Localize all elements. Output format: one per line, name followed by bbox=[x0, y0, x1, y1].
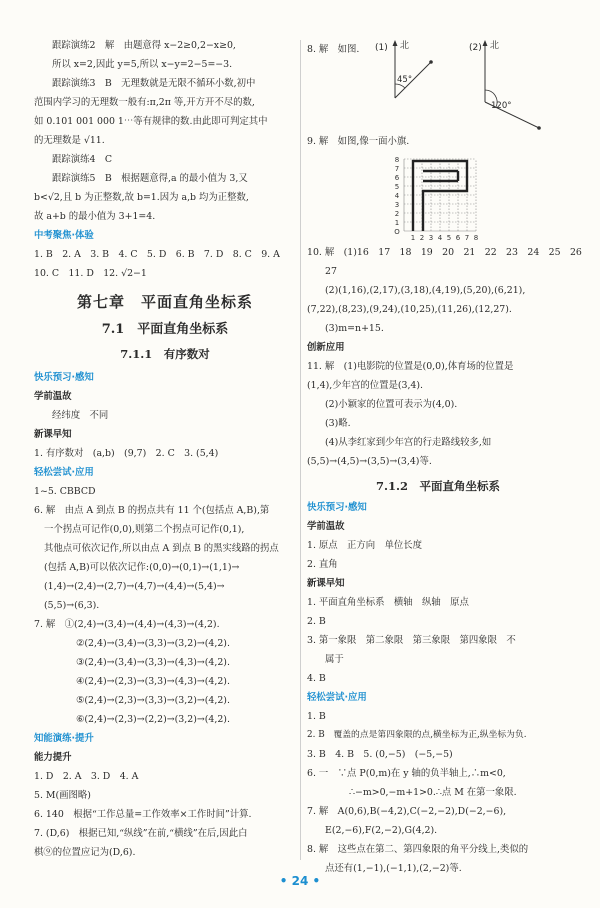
text-line: 1~5. CBBCD bbox=[34, 486, 96, 497]
grid-x-label: 3 bbox=[428, 234, 434, 242]
sub-heading: 学前温故 bbox=[34, 391, 72, 402]
grid-x-labels bbox=[411, 234, 478, 242]
text-line: 如 0.101 001 000 1⋯等有规律的数.由此即可判定其中 bbox=[34, 116, 268, 127]
grid-y-label: 8 bbox=[394, 156, 400, 164]
text-line: 2. B 覆盖的点是第四象限的点,横坐标为正,纵坐标为负. bbox=[307, 730, 527, 740]
text-line: 8. 解 这些点在第二、第四象限的角平分线上,类似的 bbox=[307, 844, 529, 855]
text-line: b<√2,且 b 为正整数,故 b=1.因为 a,b 均为正整数, bbox=[34, 192, 249, 203]
text-line: 1. B bbox=[307, 711, 326, 722]
flag-grid-figure bbox=[307, 151, 569, 243]
grid-x-label: 7 bbox=[464, 234, 470, 242]
north-label-1: 北 bbox=[400, 41, 410, 51]
text-line: 故 a+b 的最小值为 3+1=4. bbox=[34, 211, 156, 222]
text-line: (4)从李红家到少年宫的行走路线较多,如 bbox=[325, 437, 492, 448]
text-line: 跟踪演练3 B 无理数就是无限不循环小数,初中 bbox=[52, 78, 256, 89]
text-line: 3. B 4. B 5. (0,−5) (−5,−5) bbox=[307, 749, 453, 760]
text-line: E(2,−6),F(2,−2),G(4,2). bbox=[325, 825, 438, 836]
ray-end-point-1 bbox=[429, 60, 433, 64]
chapter-title: 第七章 平面直角坐标系 bbox=[76, 293, 253, 311]
text-line: 所以 x=2,因此 y=5,所以 x−y=2−5=−3. bbox=[52, 59, 233, 70]
grid-y-label: 6 bbox=[394, 174, 400, 182]
text-line: 5. M(画图略) bbox=[34, 790, 91, 801]
section-title: 7.1 平面直角坐标系 bbox=[101, 322, 229, 337]
section-heading: 轻松尝试·应用 bbox=[34, 467, 94, 478]
right-column bbox=[307, 36, 582, 878]
section-heading: 轻松尝试·应用 bbox=[307, 692, 367, 703]
text-line: 10. C 11. D 12. √2−1 bbox=[34, 268, 147, 279]
grid-y-label: 5 bbox=[394, 183, 400, 191]
text-line: 9. 解 如图,像一面小旗. bbox=[307, 136, 410, 147]
text-line: 6. 140 根据“工作总量=工作效率×工作时间”计算. bbox=[34, 809, 252, 820]
text-line: 2. 直角 bbox=[307, 559, 338, 570]
grid-x-label: 4 bbox=[437, 234, 443, 242]
text-line: (5,5)→(6,3). bbox=[44, 600, 100, 611]
text-line: 其他点可依次记作,所以由点 A 到点 B 的黑实线路的拐点 bbox=[44, 543, 279, 554]
text-line: ③(2,4)→(3,4)→(3,3)→(4,3)→(4,2). bbox=[76, 657, 230, 668]
sub-heading: 创新应用 bbox=[307, 342, 345, 353]
column-divider bbox=[300, 40, 301, 860]
text-line: 1. 有序数对 (a,b) (9,7) 2. C 3. (5,4) bbox=[34, 448, 219, 459]
section-heading: 快乐预习·感知 bbox=[307, 502, 367, 513]
left-column bbox=[34, 36, 296, 862]
grid-y-label: 4 bbox=[394, 192, 400, 200]
fig-label-1: (1) bbox=[375, 43, 388, 53]
arrow-head-1 bbox=[393, 40, 398, 46]
grid-x-label: 6 bbox=[455, 234, 461, 242]
grid-y-label: 3 bbox=[394, 201, 400, 209]
angle-label-2: 120° bbox=[491, 101, 512, 111]
text-line: 范围内学习的无理数一般有:π,2π 等,开方开不尽的数, bbox=[34, 97, 255, 108]
text-line: (1,4)→(2,4)→(2,7)→(4,7)→(4,4)→(5,4)→ bbox=[44, 581, 225, 592]
text-line: (2)小颖家的位置可表示为(4,0). bbox=[325, 399, 458, 410]
text-line: 7. 解 ①(2,4)→(3,4)→(4,4)→(4,3)→(4,2). bbox=[34, 619, 220, 630]
page-number: • 24 • bbox=[279, 874, 321, 888]
text-line: 棋⑨的位置应记为(D,6). bbox=[34, 847, 136, 858]
section-heading: 知能演练·提升 bbox=[34, 733, 94, 744]
text-line: 点还有(1,−1),(−1,1),(2,−2)等. bbox=[325, 863, 462, 874]
text-line: (1,4),少年宫的位置是(3,4). bbox=[307, 380, 424, 391]
text-line: 8. 解 如图. bbox=[307, 44, 360, 55]
text-line: 10. 解 (1)16 17 18 19 20 21 22 23 24 25 26 bbox=[307, 247, 582, 258]
grid-y-label: O bbox=[394, 228, 400, 236]
text-line: (7,22),(8,23),(9,24),(10,25),(11,26),(12,27). bbox=[307, 304, 512, 315]
sub-heading: 新课早知 bbox=[307, 578, 345, 589]
grid-x-label: 1 bbox=[410, 234, 416, 242]
grid-y-label: 1 bbox=[394, 219, 400, 227]
text-line: (3)略. bbox=[325, 418, 351, 429]
text-line: 2. B bbox=[307, 616, 326, 627]
text-line: 7. 解 A(0,6),B(−4,2),C(−2,−2),D(−2,−6), bbox=[307, 806, 507, 817]
grid-x-label: 8 bbox=[473, 234, 479, 242]
text-line: 6. 解 由点 A 到点 B 的拐点共有 11 个(包括点 A,B),第 bbox=[34, 505, 270, 516]
ray-end-point-2 bbox=[537, 126, 541, 130]
subsection-title: 7.1.1 有序数对 bbox=[120, 347, 210, 361]
text-line: 27 bbox=[325, 266, 337, 277]
text-line: 1. 原点 正方向 单位长度 bbox=[307, 540, 423, 551]
section-heading: 快乐预习·感知 bbox=[34, 372, 94, 383]
text-line: 1. 平面直角坐标系 横轴 纵轴 原点 bbox=[307, 597, 469, 608]
figure-8-block bbox=[307, 36, 569, 132]
text-line: ⑤(2,4)→(2,3)→(3,3)→(3,2)→(4,2). bbox=[76, 695, 230, 706]
north-label-2: 北 bbox=[490, 41, 500, 51]
text-line: (5,5)→(4,5)→(3,5)→(3,4)等. bbox=[307, 456, 432, 467]
direction-figure bbox=[373, 36, 573, 132]
text-line: 1. B 2. A 3. B 4. C 5. D 6. B 7. D 8. C 9. A bbox=[34, 249, 280, 260]
text-line: 的无理数是 √11. bbox=[34, 135, 105, 146]
sub-heading: 能力提升 bbox=[34, 752, 72, 763]
text-line: 4. B bbox=[307, 673, 326, 684]
text-line: 一个拐点可记作(0,0),则第二个拐点可记作(0,1), bbox=[44, 524, 245, 535]
text-line: ②(2,4)→(3,4)→(3,3)→(3,2)→(4,2). bbox=[76, 638, 230, 649]
text-line: 经纬度 不同 bbox=[52, 410, 109, 421]
text-line: (包括 A,B)可以依次记作:(0,0)→(0,1)→(1,1)→ bbox=[44, 562, 240, 573]
sub-heading: 学前温故 bbox=[307, 521, 345, 532]
text-line: (3)m=n+15. bbox=[325, 323, 384, 334]
fig-label-2: (2) bbox=[469, 43, 482, 53]
text-line: ∴−m>0,−m+1>0.∴点 M 在第一象限. bbox=[349, 787, 517, 798]
sub-heading: 新课早知 bbox=[34, 429, 72, 440]
text-line: 7. (D,6) 根据已知,“纵线”在前,“横线”在后,因此白 bbox=[34, 828, 248, 839]
subsection-title: 7.1.2 平面直角坐标系 bbox=[375, 479, 500, 493]
grid-x-label: 5 bbox=[446, 234, 452, 242]
text-line: 11. 解 (1)电影院的位置是(0,0),体育场的位置是 bbox=[307, 361, 514, 372]
text-line: 跟踪演练5 B 根据题意得,a 的最小值为 3,又 bbox=[52, 173, 248, 184]
arrow-head-2 bbox=[483, 40, 488, 46]
grid-y-label: 2 bbox=[394, 210, 400, 218]
text-line: (2)(1,16),(2,17),(3,18),(4,19),(5,20),(6,21), bbox=[325, 285, 526, 296]
text-line: ⑥(2,4)→(2,3)→(2,2)→(3,2)→(4,2). bbox=[76, 714, 230, 725]
page-number-value: 24 bbox=[291, 874, 309, 888]
text-line: 6. 一 ∵点 P(0,m)在 y 轴的负半轴上,∴m<0, bbox=[307, 768, 506, 779]
angle-label-1: 45° bbox=[397, 75, 413, 85]
text-line: 属于 bbox=[325, 654, 344, 665]
text-line: 3. 第一象限 第二象限 第三象限 第四象限 不 bbox=[307, 635, 516, 646]
grid-y-label: 7 bbox=[394, 165, 400, 173]
text-line: 1. D 2. A 3. D 4. A bbox=[34, 771, 139, 782]
grid-y-labels bbox=[394, 156, 400, 236]
text-line: 跟踪演练4 C bbox=[52, 154, 113, 165]
grid-x-label: 2 bbox=[419, 234, 425, 242]
text-line: ④(2,4)→(2,3)→(3,3)→(4,3)→(4,2). bbox=[76, 676, 230, 687]
text-line: 跟踪演练2 解 由题意得 x−2≥0,2−x≥0, bbox=[52, 40, 236, 51]
section-heading: 中考聚焦·体验 bbox=[34, 230, 94, 241]
